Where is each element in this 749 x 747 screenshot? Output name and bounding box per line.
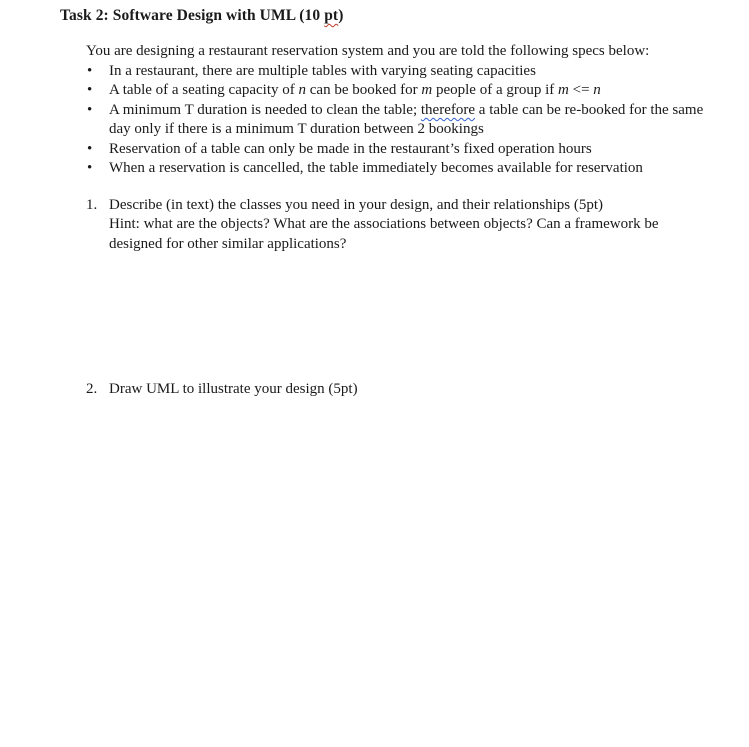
- question-hint: Hint: what are the objects? What are the associations between objects? Can a framework be designed for other similar applications?: [109, 216, 659, 252]
- question-text: Describe (in text) the classes you need in your design, and their relationships (5pt): [109, 197, 604, 213]
- question-body: [86, 196, 706, 254]
- spec-text: In a restaurant, there are multiple tables with varying seating capacities: [109, 63, 536, 79]
- spec-item: [86, 101, 706, 140]
- question-1: [86, 196, 706, 254]
- bullet-icon: •: [87, 101, 93, 118]
- spec-item: [86, 140, 706, 159]
- task-title: [60, 7, 343, 25]
- grammar-flagged-word: therefore: [420, 101, 476, 118]
- spec-text: people of a group if: [432, 82, 559, 99]
- spec-text: a table can be re-booked for the same day only if there is a minimum T duration between 2 bookings: [109, 101, 704, 138]
- variable-n: n: [298, 82, 307, 99]
- bullet-icon: •: [87, 82, 93, 99]
- condition-m: m: [558, 82, 569, 99]
- spec-list: [86, 62, 706, 178]
- task-title-unit: pt: [324, 7, 339, 24]
- intro-paragraph: You are designing a restaurant reservation system and you are told the following specs below:: [86, 43, 650, 59]
- bullet-icon: •: [87, 160, 93, 177]
- question-body: [86, 380, 358, 399]
- spec-item: [86, 81, 706, 100]
- question-2: [86, 380, 358, 399]
- bullet-icon: •: [87, 140, 93, 157]
- condition-operator: <=: [568, 82, 594, 99]
- condition-n: n: [593, 82, 601, 99]
- question-number: 1.: [86, 197, 98, 213]
- spec-text: can be booked for: [306, 82, 422, 99]
- bullet-icon: •: [87, 63, 93, 79]
- task-title-text: Task 2: Software Design with UML (10: [60, 7, 325, 24]
- spec-text: A minimum T duration is needed to clean the table;: [109, 101, 421, 118]
- spec-text: When a reservation is cancelled, the table immediately becomes available for reservation: [109, 160, 643, 177]
- task-title-close: ): [338, 7, 344, 24]
- variable-m: m: [421, 82, 433, 99]
- spec-text: A table of a seating capacity of: [109, 82, 299, 99]
- spec-text: Reservation of a table can only be made in the restaurant’s fixed operation hours: [109, 140, 592, 157]
- spec-item: [86, 159, 706, 178]
- spec-item: [86, 62, 706, 81]
- question-number: 2.: [86, 381, 98, 397]
- question-text: Draw UML to illustrate your design (5pt): [109, 381, 358, 397]
